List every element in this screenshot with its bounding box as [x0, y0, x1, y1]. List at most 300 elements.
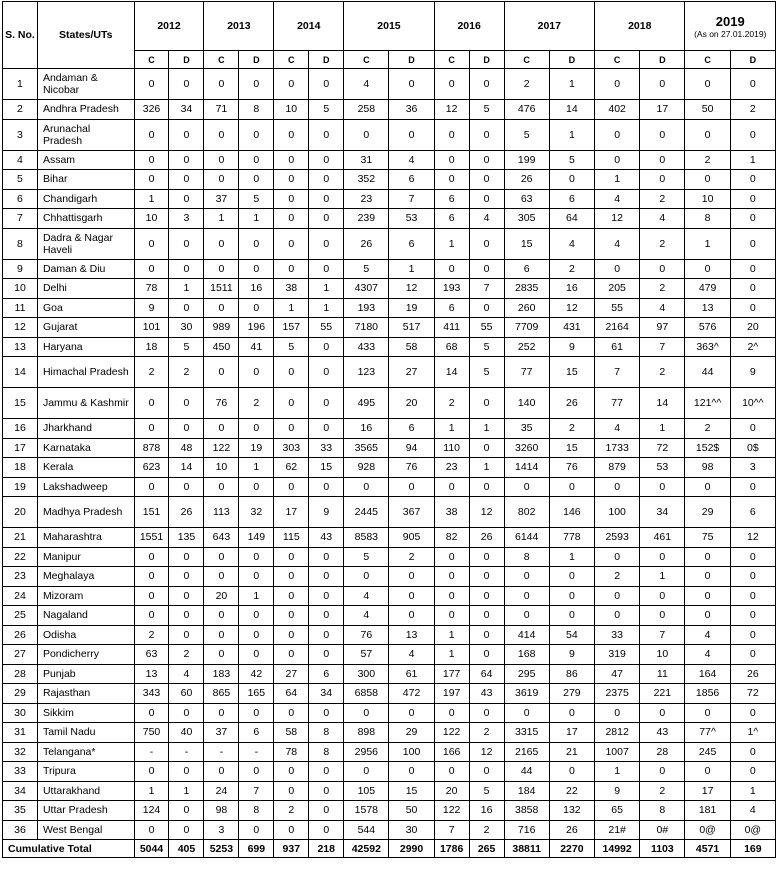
deaths-value: 26 [549, 388, 594, 419]
cases-value: 31 [344, 150, 389, 170]
deaths-value: 3 [169, 209, 204, 229]
cases-value: 414 [504, 625, 549, 645]
cases-value: 38 [274, 279, 309, 299]
table-row [3, 170, 776, 190]
deaths-value: 0 [389, 586, 434, 606]
cases-value: 643 [204, 528, 239, 548]
total-row [3, 840, 776, 858]
cases-value: 2 [685, 419, 730, 439]
deaths-value: 0 [169, 586, 204, 606]
deaths-value: 72 [730, 684, 775, 704]
deaths-value: 12 [469, 497, 504, 528]
serial-number: 10 [3, 279, 38, 299]
cases-value: 197 [434, 684, 469, 704]
table-row [3, 625, 776, 645]
state-name: Andaman & Nicobar [37, 69, 134, 100]
deaths-value: 4 [389, 150, 434, 170]
deaths-value: 76 [389, 458, 434, 478]
deaths-value: 0 [549, 586, 594, 606]
serial-number: 20 [3, 497, 38, 528]
cases-value: 20 [204, 586, 239, 606]
deaths-value: 1 [469, 458, 504, 478]
deaths-value: 17 [640, 100, 685, 120]
state-name: Telangana* [37, 742, 134, 762]
deaths-value: 10^^ [730, 388, 775, 419]
state-name: Gujarat [37, 318, 134, 338]
deaths-value: 14 [549, 100, 594, 120]
table-row [3, 801, 776, 821]
serial-number: 4 [3, 150, 38, 170]
cases-value: 2375 [595, 684, 640, 704]
deaths-value: 0 [239, 228, 274, 259]
deaths-value: 0 [309, 477, 344, 497]
cases-value: 7 [434, 820, 469, 840]
deaths-value: 1 [389, 259, 434, 279]
deaths-value: 0 [239, 547, 274, 567]
cases-value: 5 [274, 337, 309, 357]
cases-value: 0 [134, 228, 169, 259]
cases-value: 2 [595, 567, 640, 587]
cases-value: 0@ [685, 820, 730, 840]
cases-value: 8 [685, 209, 730, 229]
deaths-value: 43 [469, 684, 504, 704]
deaths-value: 58 [389, 337, 434, 357]
deaths-value: 1 [239, 586, 274, 606]
table-row [3, 419, 776, 439]
cases-value: 37 [204, 189, 239, 209]
deaths-value: 15 [309, 458, 344, 478]
deaths-value: 0 [309, 150, 344, 170]
deaths-value: 48 [169, 438, 204, 458]
deaths-value: 100 [389, 742, 434, 762]
cases-value: 68 [434, 337, 469, 357]
column-d-header: D [640, 51, 685, 69]
deaths-value: 19 [389, 298, 434, 318]
cases-value: 2445 [344, 497, 389, 528]
deaths-value: 40 [169, 723, 204, 743]
cases-value: 1 [685, 228, 730, 259]
deaths-value: 0 [169, 762, 204, 782]
deaths-value: 0 [309, 228, 344, 259]
serial-number: 14 [3, 357, 38, 388]
state-name: Mizoram [37, 586, 134, 606]
deaths-value: 0 [309, 820, 344, 840]
deaths-value: 76 [549, 458, 594, 478]
deaths-value: 0 [169, 170, 204, 190]
cases-value: 433 [344, 337, 389, 357]
cases-value: 0 [274, 388, 309, 419]
cases-value: 0 [134, 586, 169, 606]
cases-value: 1 [434, 419, 469, 439]
cases-value: 184 [504, 781, 549, 801]
total-value: 1786 [434, 840, 469, 858]
total-value: 1103 [640, 840, 685, 858]
deaths-value: 55 [469, 318, 504, 338]
cases-value: 0 [434, 69, 469, 100]
deaths-value: 0 [549, 567, 594, 587]
deaths-value: 132 [549, 801, 594, 821]
cases-value: 0 [204, 228, 239, 259]
cases-value: 0 [274, 119, 309, 150]
cases-value: 55 [595, 298, 640, 318]
table-row [3, 762, 776, 782]
cases-value: 100 [595, 497, 640, 528]
cases-value: 928 [344, 458, 389, 478]
cases-value: 0 [685, 703, 730, 723]
column-c-header: C [504, 51, 549, 69]
cases-value: 0 [134, 477, 169, 497]
column-d-header: D [239, 51, 274, 69]
cases-value: 3315 [504, 723, 549, 743]
deaths-value: 0 [730, 419, 775, 439]
cases-value: 0 [274, 762, 309, 782]
deaths-value: 165 [239, 684, 274, 704]
deaths-value: 0 [730, 298, 775, 318]
cases-value: 6 [434, 209, 469, 229]
cases-value: 4 [595, 189, 640, 209]
cases-value: 17 [685, 781, 730, 801]
cases-value: 0 [134, 703, 169, 723]
cases-value: 6 [434, 298, 469, 318]
deaths-value: 5 [469, 781, 504, 801]
deaths-value: 20 [730, 318, 775, 338]
deaths-value: 33 [309, 438, 344, 458]
cases-value: 802 [504, 497, 549, 528]
cases-value: 168 [504, 645, 549, 665]
serial-number: 25 [3, 606, 38, 626]
cases-value: 0 [685, 170, 730, 190]
deaths-value: 0 [640, 606, 685, 626]
deaths-value: 1 [730, 150, 775, 170]
deaths-value: 2 [169, 357, 204, 388]
cases-value: 0 [204, 170, 239, 190]
cases-value: 0 [344, 477, 389, 497]
cases-value: 26 [344, 228, 389, 259]
deaths-value: 0 [469, 228, 504, 259]
total-value: 5253 [204, 840, 239, 858]
deaths-value: 0 [730, 742, 775, 762]
deaths-value: 0 [169, 703, 204, 723]
deaths-value: 0 [730, 189, 775, 209]
cases-value: 0 [685, 586, 730, 606]
deaths-value: 0 [309, 259, 344, 279]
deaths-value: 30 [169, 318, 204, 338]
cases-value: 2593 [595, 528, 640, 548]
cases-value: 2812 [595, 723, 640, 743]
table-row [3, 209, 776, 229]
cases-value: 7180 [344, 318, 389, 338]
table-row [3, 820, 776, 840]
deaths-value: 2 [640, 189, 685, 209]
deaths-value: 1 [239, 209, 274, 229]
deaths-value: 16 [549, 279, 594, 299]
cases-value: 5 [504, 119, 549, 150]
cases-value: 0 [204, 119, 239, 150]
deaths-value: 0 [640, 586, 685, 606]
cases-value: 15 [504, 228, 549, 259]
table-row [3, 497, 776, 528]
state-name: Odisha [37, 625, 134, 645]
cases-value: 0 [595, 703, 640, 723]
deaths-value: 7 [469, 279, 504, 299]
deaths-value: 43 [640, 723, 685, 743]
cases-value: 13 [685, 298, 730, 318]
cases-value: 495 [344, 388, 389, 419]
state-name: Assam [37, 150, 134, 170]
cases-value: 2165 [504, 742, 549, 762]
deaths-value: 905 [389, 528, 434, 548]
total-label: Cumulative Total [3, 840, 135, 858]
deaths-value: 14 [640, 388, 685, 419]
deaths-value: 42 [239, 664, 274, 684]
cases-value: 0 [274, 586, 309, 606]
serial-number: 27 [3, 645, 38, 665]
deaths-value: 0 [469, 298, 504, 318]
deaths-value: 0 [239, 645, 274, 665]
serial-number: 12 [3, 318, 38, 338]
deaths-value: 30 [389, 820, 434, 840]
deaths-value: 0 [469, 189, 504, 209]
deaths-value: 0 [169, 150, 204, 170]
deaths-value: 0 [169, 820, 204, 840]
serial-number: 17 [3, 438, 38, 458]
state-name: Punjab [37, 664, 134, 684]
deaths-value: 0 [730, 69, 775, 100]
state-name: West Bengal [37, 820, 134, 840]
deaths-value: 2 [730, 100, 775, 120]
deaths-value: 0 [469, 586, 504, 606]
cases-value: 1 [434, 645, 469, 665]
deaths-value: 0 [469, 477, 504, 497]
deaths-value: 7 [239, 781, 274, 801]
deaths-value: 4 [549, 228, 594, 259]
cases-value: 98 [685, 458, 730, 478]
cases-value: 0 [595, 586, 640, 606]
table-row [3, 150, 776, 170]
cases-value: 115 [274, 528, 309, 548]
table-row [3, 189, 776, 209]
cases-value: 0 [274, 547, 309, 567]
deaths-value: 6 [389, 419, 434, 439]
cases-value: 0 [274, 209, 309, 229]
cases-value: 0 [434, 762, 469, 782]
deaths-value: 0 [730, 625, 775, 645]
serial-number: 28 [3, 664, 38, 684]
deaths-value: 29 [389, 723, 434, 743]
deaths-value: 0 [389, 477, 434, 497]
deaths-value: 1 [549, 119, 594, 150]
cases-value: 0 [134, 388, 169, 419]
cases-value: 0 [134, 606, 169, 626]
column-c-header: C [344, 51, 389, 69]
deaths-value: 10 [640, 645, 685, 665]
deaths-value: 0$ [730, 438, 775, 458]
cases-value: 17 [274, 497, 309, 528]
table-row [3, 684, 776, 704]
deaths-value: 0 [169, 801, 204, 821]
table-row [3, 337, 776, 357]
cases-value: 4 [595, 419, 640, 439]
deaths-value: 0 [239, 820, 274, 840]
deaths-value: 0 [239, 567, 274, 587]
cases-value: 1 [595, 762, 640, 782]
cases-value: 1511 [204, 279, 239, 299]
cases-value: 18 [134, 337, 169, 357]
deaths-value: 41 [239, 337, 274, 357]
serial-number: 36 [3, 820, 38, 840]
deaths-value: 0 [730, 228, 775, 259]
cases-value: 58 [274, 723, 309, 743]
deaths-value: 20 [389, 388, 434, 419]
deaths-value: 61 [389, 664, 434, 684]
deaths-value: 0 [239, 703, 274, 723]
deaths-value: 5 [239, 189, 274, 209]
serial-number: 15 [3, 388, 38, 419]
column-d-header: D [309, 51, 344, 69]
cases-value: 71 [204, 100, 239, 120]
deaths-value: 14 [169, 458, 204, 478]
cases-value: 1414 [504, 458, 549, 478]
deaths-value: 5 [309, 100, 344, 120]
deaths-value: 34 [640, 497, 685, 528]
deaths-value: 0 [309, 801, 344, 821]
deaths-value: 12 [730, 528, 775, 548]
deaths-value: 11 [640, 664, 685, 684]
deaths-value: 0 [469, 606, 504, 626]
deaths-value: 6 [389, 228, 434, 259]
deaths-value: 146 [549, 497, 594, 528]
cases-value: 0 [204, 150, 239, 170]
deaths-value: 0 [469, 547, 504, 567]
state-name: Chandigarh [37, 189, 134, 209]
deaths-value: 0 [309, 586, 344, 606]
deaths-value: 0 [239, 357, 274, 388]
table-row [3, 567, 776, 587]
cases-value: 0 [204, 298, 239, 318]
deaths-value: 0 [730, 645, 775, 665]
deaths-value: 36 [389, 100, 434, 120]
cases-value: 75 [685, 528, 730, 548]
serial-number: 30 [3, 703, 38, 723]
cases-value: 26 [504, 170, 549, 190]
cases-value: 0 [434, 567, 469, 587]
deaths-value: 0 [239, 419, 274, 439]
cases-value: 77 [504, 357, 549, 388]
cases-value: 77 [595, 388, 640, 419]
cases-value: 343 [134, 684, 169, 704]
deaths-value: 7 [389, 189, 434, 209]
deaths-value: 0 [169, 388, 204, 419]
cases-value: 5 [344, 259, 389, 279]
table-row [3, 259, 776, 279]
cases-value: 82 [434, 528, 469, 548]
cases-value: 3565 [344, 438, 389, 458]
column-d-header: D [549, 51, 594, 69]
cases-value: 35 [504, 419, 549, 439]
cases-value: 0 [595, 119, 640, 150]
deaths-value: 517 [389, 318, 434, 338]
deaths-value: 0# [640, 820, 685, 840]
deaths-value: 1 [309, 279, 344, 299]
cases-value: 4 [685, 625, 730, 645]
deaths-value: 0 [730, 209, 775, 229]
cases-value: 193 [434, 279, 469, 299]
deaths-value: 0 [389, 762, 434, 782]
cases-value: 0 [134, 567, 169, 587]
cases-value: 879 [595, 458, 640, 478]
deaths-value: 1 [640, 567, 685, 587]
cases-value: 124 [134, 801, 169, 821]
cases-value: 110 [434, 438, 469, 458]
year-header-2019 [685, 2, 776, 51]
deaths-value: 2 [640, 357, 685, 388]
deaths-value: - [169, 742, 204, 762]
cases-value: 0 [204, 477, 239, 497]
cases-value: 10 [274, 100, 309, 120]
cases-value: 199 [504, 150, 549, 170]
deaths-value: 135 [169, 528, 204, 548]
table-row [3, 357, 776, 388]
deaths-value: 0 [239, 150, 274, 170]
cases-value: 78 [274, 742, 309, 762]
deaths-value: 9 [730, 357, 775, 388]
state-name: Andhra Pradesh [37, 100, 134, 120]
state-name: Karnataka [37, 438, 134, 458]
cases-value: 0 [134, 69, 169, 100]
serial-number: 32 [3, 742, 38, 762]
deaths-value: 778 [549, 528, 594, 548]
deaths-value: 6 [549, 189, 594, 209]
states-header: States/UTs [37, 2, 134, 69]
cases-value: 9 [595, 781, 640, 801]
deaths-value: 0 [239, 259, 274, 279]
deaths-value: 1 [640, 419, 685, 439]
deaths-value: 472 [389, 684, 434, 704]
cases-value: 0 [685, 547, 730, 567]
table-row [3, 742, 776, 762]
cases-value: 1856 [685, 684, 730, 704]
serial-number: 18 [3, 458, 38, 478]
cases-value: 166 [434, 742, 469, 762]
deaths-value: 0 [309, 419, 344, 439]
deaths-value: 2 [469, 723, 504, 743]
deaths-value: 64 [549, 209, 594, 229]
deaths-value: 9 [309, 497, 344, 528]
cases-value: 4 [344, 69, 389, 100]
cases-value: 0 [134, 259, 169, 279]
deaths-value: 0 [169, 119, 204, 150]
cases-value: 29 [685, 497, 730, 528]
deaths-value: 6 [730, 497, 775, 528]
serial-number: 31 [3, 723, 38, 743]
deaths-value: 0 [239, 762, 274, 782]
deaths-value: 0 [469, 259, 504, 279]
deaths-value: 22 [549, 781, 594, 801]
cases-value: 105 [344, 781, 389, 801]
deaths-value: 0 [469, 69, 504, 100]
deaths-value: 6 [309, 664, 344, 684]
deaths-value: 0 [640, 703, 685, 723]
cases-value: 0 [595, 259, 640, 279]
deaths-value: 0 [549, 477, 594, 497]
total-value: 4571 [685, 840, 730, 858]
cases-value: 16 [344, 419, 389, 439]
cases-value: 1578 [344, 801, 389, 821]
cases-value: 122 [204, 438, 239, 458]
column-d-header: D [730, 51, 775, 69]
total-value: 265 [469, 840, 504, 858]
cases-value: 0 [685, 259, 730, 279]
